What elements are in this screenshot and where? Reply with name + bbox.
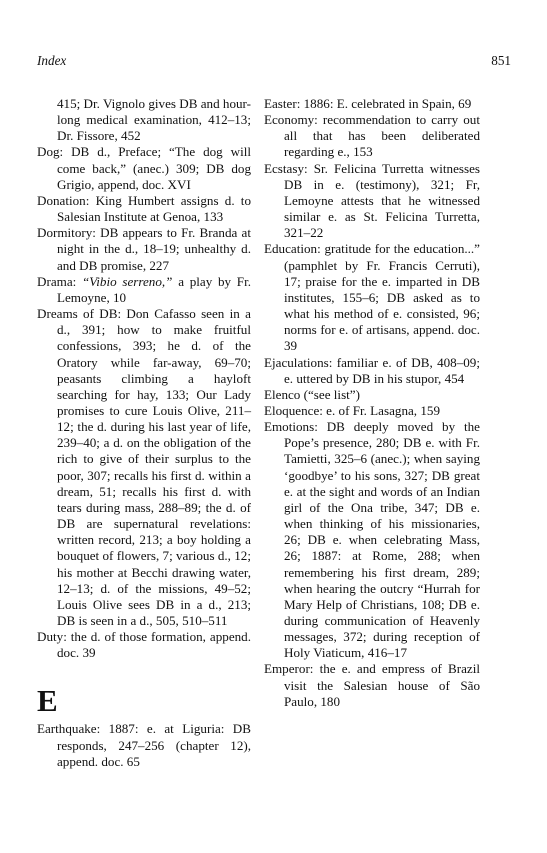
index-entry: Eloquence: e. of Fr. Lasagna, 159 — [264, 402, 440, 418]
index-entry: Ecstasy: Sr. Felicina Turretta witnesses DB in e. (testimony), 321; Fr, Lemoyne attests that he witnessed similar e. as St. Felicina Turretta, 321–22 — [264, 160, 480, 241]
index-entry: Emotions: DB deeply moved by the Pope’s presence, 280; DB e. with Fr. Tamietti, 325–6 (anec.); when saying ‘goodbye’ to his sons, 327; DB great e. at the sight and words of an Indian girl of the Ona tribe, 347; DB e. when thinking of his missionaries, 26; DB e. when celebrating Mass, 26; 1887: at Rome, 288; when remembering his first dream, 289; when hearing the outcry “Hurrah for Mary Help of Christians, 108; DB e. during communication of Heavenly messages, 372; during reception of Holy Viaticum, 416–17 — [264, 419, 480, 661]
index-entry: Education: gratitude for the education...” (pamphlet by Fr. Francis Cerruti), 17; praise for the e. imparted in DB institutes, 155–6; DB asked as to what his method of e. consisted, 96; norms for e. of artisans, append. doc. 39 — [264, 241, 480, 354]
index-entry: Easter: 1886: E. celebrated in Spain, 69 — [264, 96, 472, 111]
index-entry: Economy: recommendation to carry out all that has been deliberated regarding e., 153 — [264, 112, 480, 160]
index-entry: Duty: the d. of those formation, append. doc. 39 — [37, 629, 251, 661]
section-letter: E — [37, 683, 58, 719]
index-column-right — [264, 96, 480, 710]
running-head-title: Index — [37, 53, 67, 68]
index-entry: Elenco (“see list”) — [264, 386, 360, 402]
index-entry-continued: 415; Dr. Vignolo gives DB and hour-long medical examination, 412–13; Dr. Fissore, 452 — [57, 96, 252, 144]
index-entry: Donation: King Humbert assigns d. to Salesian Institute at Genoa, 133 — [37, 192, 251, 225]
index-entry: Dormitory: DB appears to Fr. Branda at night in the d., 18–19; unhealthy d. and DB promise, 227 — [37, 225, 251, 273]
index-entry-text: a play by Fr. Lemoyne, 10 — [57, 273, 251, 305]
index-entry: Emperor: the e. and empress of Brazil visit the Salesian house of São Paulo, 180 — [264, 661, 480, 709]
index-entry — [37, 274, 251, 306]
page-number: 851 — [491, 53, 511, 68]
index-column-left — [37, 96, 251, 770]
index-entry: Earthquake: 1887: e. at Liguria: DB responds, 247–256 (chapter 12), append. doc. 65 — [37, 721, 251, 769]
index-entry-text: Drama: — [37, 273, 82, 289]
index-entry: Dreams of DB: Don Cafasso seen in a d., 391; how to make fruitful confessions, 393; he d. of the Oratory while far-away, 69–70; peasants climbing a hayloft searching for hay, 133; Our Lady promises to cure Louis Olive, 211–12; the d. during his last year of life, 239–40; a d. on the obligation of the rich to give of their surplus to the poor, 307; recalls his first d. within a dream, 51; recalls his first d. with tears during mass, 288–89; the d. of DB are supernatural revelations: written record, 213; a boy holding a bouquet of flowers, 7; various d., 12; his mother at Becchi drawing water, 12–13; d. of the missions, 49–52; Louis Olive sees DB in a d., 213; DB is seen in a d., 505, 510–511 — [37, 306, 251, 628]
index-entry: Ejaculations: familiar e. of DB, 408–09; e. uttered by DB in his stupor, 454 — [264, 354, 480, 386]
index-entry-title: “Vibio serreno,” — [81, 273, 173, 289]
running-head — [37, 53, 511, 71]
index-entry: Dog: DB d., Preface; “The dog will come back,” (anec.) 309; DB dog Grigio, append, doc. XVI — [37, 144, 251, 192]
